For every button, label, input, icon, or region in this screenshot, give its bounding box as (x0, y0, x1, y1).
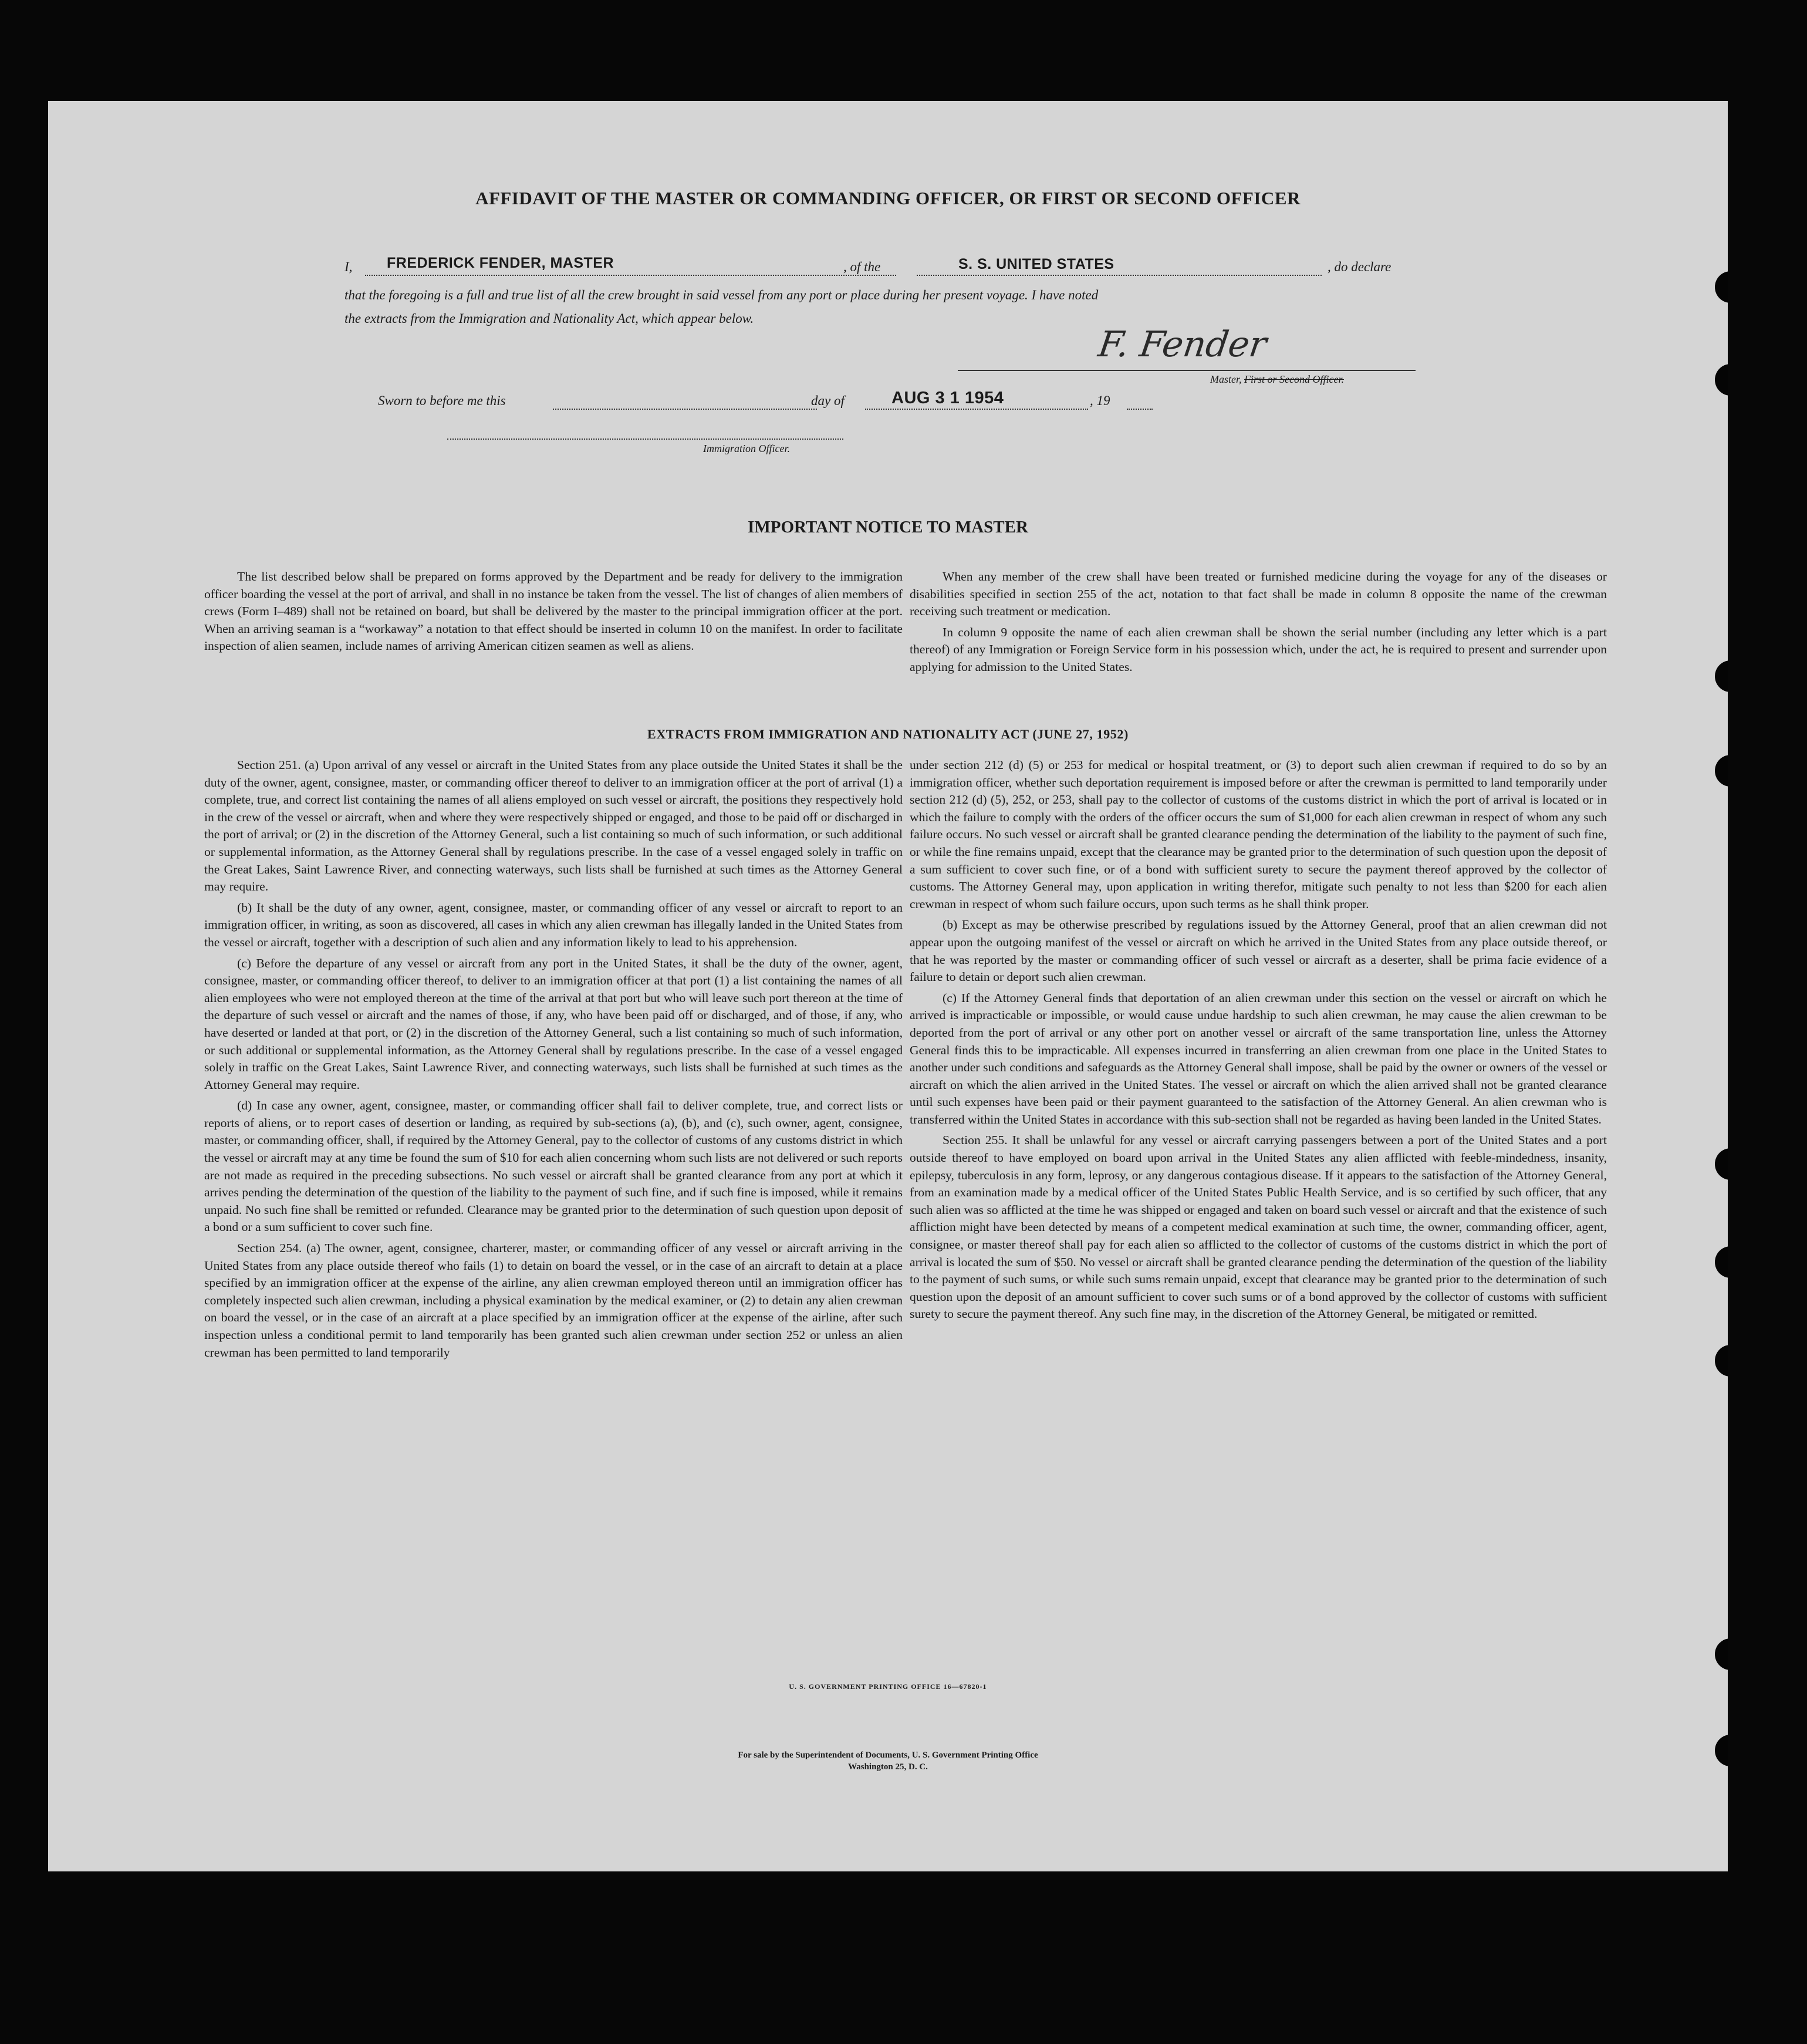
day-of-label: day of (811, 393, 845, 408)
year-label: , 19 (1090, 393, 1110, 408)
master-name: FREDERICK FENDER, MASTER (387, 255, 614, 271)
master-signature: F. Fender (1096, 324, 1269, 365)
extracts-heading: EXTRACTS FROM IMMIGRATION AND NATIONALITY ACT (JUNE 27, 1952) (647, 727, 1129, 741)
signature-line (958, 370, 1416, 371)
notice-right-paragraph-1: When any member of the crew shall have been treated or furnished medicine during the voyage for any of the diseases or disabilities specified in section 255 of the act, notation to that fact shall be made in column 8 opposite the name of the crewman receiving such treatment or medication. (910, 569, 1607, 619)
notice-left-column (204, 568, 903, 659)
vessel-name-line (917, 275, 1322, 276)
signer-title (1210, 373, 1344, 386)
section-251c: (c) Before the departure of any vessel or aircraft from any port in the United States, it shall be the duty of the owner, agent, consignee, master, or commanding officer thereof, to deliver to an immigration officer at that port (1) a list containing the names of all alien employees who were not employed thereon at the time of the arrival at that port but who will leave such port thereon at the time of the departure of such vessel or aircraft and the names of those, if any, who have been paid off or discharged, and of those, if any, who have deserted or landed at that port, or (2) in the discretion of the Attorney General, such a list containing so much of such information, or such additional or supplemental information, as the Attorney General shall by regulations prescribe. In the case of a vessel engaged solely in traffic on the Great Lakes, Saint Lawrence River, and connecting waterways, such lists shall be furnished at such times as the Attorney General may require. (204, 956, 903, 1092)
notice-right-column (910, 568, 1607, 680)
sworn-month-line (865, 409, 1088, 410)
binder-hole (1715, 271, 1728, 303)
section-254c: (c) If the Attorney General finds that deportation of an alien crewman under this section on the vessel or aircraft on which he arrived is impracticable or impossible, or would cause undue hardship to such alien crewman, he may cause the alien crewman to be deported from the port of arrival or any other port on another vessel or aircraft of the same transportation line, unless the Attorney General finds this to be impracticable. All expenses incurred in transferring an alien crewman from one place in the United States to another under such conditions and safeguards as the Attorney General shall impose, shall be paid by the owner or owners of the vessel or aircraft on which the alien arrived in the United States. The vessel or aircraft on which the alien arrived shall not be granted clearance until such expenses have been paid or their payment guaranteed to the satisfaction of the Attorney General. An alien crewman who is transferred within the United States in accordance with this sub-section shall not be regarded as having been landed in the United States. (910, 990, 1607, 1126)
affidavit-title: AFFIDAVIT OF THE MASTER OR COMMANDING OFFICER, OR FIRST OR SECOND OFFICER (475, 188, 1301, 208)
year-line (1127, 409, 1153, 410)
sworn-label: Sworn to before me this (378, 393, 506, 408)
binder-hole (1715, 1638, 1728, 1670)
sale-line-2: Washington 25, D. C. (848, 1762, 928, 1772)
signer-title-struck: First or Second Officer. (1244, 373, 1344, 385)
section-251b: (b) It shall be the duty of any owner, agent, consignee, master, or commanding officer of any vessel or aircraft to report to an immigration officer, in writing, as soon as discovered, all cases in which any alien crewman has illegally landed in the United States from the vessel or aircraft, together with a description of such alien and any information likely to lead to his apprehension. (204, 900, 903, 949)
declaration-text-2: the extracts from the Immigration and Nationality Act, which appear below. (344, 311, 754, 326)
binder-hole (1715, 364, 1728, 396)
sale-line-1: For sale by the Superintendent of Documents, U. S. Government Printing Office (738, 1750, 1038, 1760)
document-page (48, 101, 1728, 1871)
immigration-officer-line (447, 439, 843, 440)
section-254b: (b) Except as may be otherwise prescribed by regulations issued by the Attorney General, proof that an alien crewman did not appear upon the outgoing manifest of the vessel or aircraft on which he arrived in the United States from any place outside thereof, or that he was reported by the master or commanding officer of such vessel or aircraft as a deserter, shall be prima facie evidence of a failure to detain or deport such alien crewman. (910, 918, 1607, 984)
printing-office-line: U. S. GOVERNMENT PRINTING OFFICE 16—67820-1 (789, 1682, 987, 1691)
master-name-line (365, 275, 896, 276)
binder-hole (1715, 755, 1728, 787)
sworn-day-line (553, 409, 817, 410)
notice-heading: IMPORTANT NOTICE TO MASTER (748, 518, 1028, 537)
section-251a: Section 251. (a) Upon arrival of any vessel or aircraft in the United States from any place outside the United States it shall be the duty of the owner, agent, consignee, master, or commanding officer thereof to deliver to an immigration officer at the port of arrival (1) a complete, true, and correct list containing the names of all aliens employed on such vessel or aircraft, the positions they respectively hold in the crew of the vessel or aircraft, when and where they were respectively shipped or engaged, and those to be paid off or discharged in the port of arrival; or (2) in the discretion of the Attorney General, such a list containing so much of such information, or such additional or supplemental information, as the Attorney General shall by regulations prescribe. In the case of a vessel engaged solely in traffic on the Great Lakes, Saint Lawrence River, and connecting waterways, such lists shall be furnished at such times as the Attorney General may require. (204, 758, 903, 894)
binder-hole (1715, 1148, 1728, 1180)
notice-left-paragraph: The list described below shall be prepared on forms approved by the Department and be ready for delivery to the immigration officer boarding the vessel at the port of arrival, and shall in no instance be taken from the vessel. The list of changes of alien members of crews (Form I–489) shall not be retained on board, but shall be delivered by the master to the principal immigration officer at the port. When an arriving seaman is a “workaway” a notation to that effect should be inserted in column 10 on the manifest. In order to facilitate inspection of alien seamen, include names of arriving American citizen seamen as well as aliens. (204, 569, 903, 653)
date-stamp: AUG 3 1 1954 (891, 389, 1004, 407)
signer-title-master: Master, (1210, 373, 1242, 385)
declaration-text-1: that the foregoing is a full and true list of all the crew brought in said vessel from any port or place during her present voyage. I have noted (344, 288, 1099, 302)
binder-hole (1715, 1246, 1728, 1278)
do-declare-label: , do declare (1328, 259, 1391, 274)
binder-hole (1715, 660, 1728, 692)
extracts-right-column (910, 757, 1607, 1327)
section-255: Section 255. It shall be unlawful for any vessel or aircraft carrying passengers between a port of the United States and a port outside thereof to have employed on board upon arrival in the United States any alien afflicted with feeble-mindedness, insanity, epilepsy, tuberculosis in any form, leprosy, or any dangerous contagious disease. If it appears to the satisfaction of the Attorney General, from an examination made by a medical officer of the United States Public Health Service, and is so certified by such officer, that any such alien was so afflicted at the time he was shipped or engaged and taken on board such vessel or aircraft and that the existence of such affliction might have been detected by means of a competent medical examination at such time, the owner, commanding officer, agent, consignee, or master thereof shall pay for each alien so afflicted to the collector of customs of the customs district in which the port of arrival is located the sum of $50. No vessel or aircraft shall be granted clearance pending the determination of the question of the liability to the payment of such sums, or while such sums remain unpaid, except that clearance may be granted prior to the determination of such question upon the deposit of an amount sufficient to cover such sums or of a bond approved by the collector of customs with sufficient surety to secure the payment thereof. Any such fine may, in the discretion of the Attorney General, be mitigated or remitted. (910, 1133, 1607, 1321)
declaration-i: I, (344, 259, 353, 274)
extracts-left-column (204, 757, 903, 1365)
immigration-officer-label: Immigration Officer. (703, 443, 790, 454)
of-the-label: , of the (843, 259, 881, 274)
notice-right-paragraph-2: In column 9 opposite the name of each alien crewman shall be shown the serial number (including any letter which is a part thereof) of any Immigration or Foreign Service form in his possession which, under the act, he is required to present and surrender upon applying for admission to the United States. (910, 625, 1607, 674)
section-251d: (d) In case any owner, agent, consignee, master, or commanding officer shall fail to deliver complete, true, and correct lists or reports of aliens, or to report cases of desertion or landing, as required by sub-sections (a), (b), and (c), such owner, agent, consignee, master, or commanding officer, shall, if required by the Attorney General, pay to the collector of customs of any customs district in which the vessel or aircraft may at any time be found the sum of $10 for each alien concerning whom such lists are not delivered or such reports are not made as required in the preceding subsections. No such vessel or aircraft shall be granted clearance from any port at which it arrives pending the determination of the question of the liability to the payment of such fine, and if such fine is imposed, while it remains unpaid. No such fine shall be remitted or refunded. Clearance may be granted prior to the determination of such question upon deposit of a bond or a sum sufficient to cover such fine. (204, 1098, 903, 1235)
section-254a: Section 254. (a) The owner, agent, consignee, charterer, master, or commanding officer of any vessel or aircraft arriving in the United States from any place outside thereof who fails (1) to detain on board the vessel, or in the case of an aircraft to detain at a place specified by an immigration officer at the expense of the airline, any alien crewman employed thereon until an immigration officer has completely inspected such alien crewman, including a physical examination by the medical examiner, or (2) to detain any alien crewman on board the vessel, or in the case of an aircraft at a place specified by an immigration officer at the expense of the airline, after such inspection unless a conditional permit to land temporarily has been granted such alien crewman under section 252 or unless an alien crewman has been permitted to land temporarily (204, 1241, 903, 1360)
section-254a-continued: under section 212 (d) (5) or 253 for medical or hospital treatment, or (3) to deport such alien crewman if required to do so by an immigration officer, whether such deportation requirement is imposed before or after the crewman is permitted to land temporarily under section 212 (d) (5), 252, or 253, shall pay to the collector of customs of the customs district in which the port of arrival is located or in which the failure to comply with the orders of the officer occurs the sum of $1,000 for each alien crewman in respect of whom any such failure occurs. No such vessel or aircraft shall be granted clearance pending the determination of the liability to the payment of such fine, or while the fine remains unpaid, except that the clearance may be granted prior to the determination of such question upon the deposit of a sum sufficient to cover such fine, or of a bond with sufficient surety to secure the payment thereof approved by the collector of customs. The Attorney General may, upon application in writing therefor, mitigate such penalty to not less than $200 for each alien crewman in respect of whom such failure occurs, upon such terms as he shall think proper. (910, 758, 1607, 911)
binder-hole (1715, 1345, 1728, 1377)
vessel-name: S. S. UNITED STATES (958, 256, 1114, 272)
